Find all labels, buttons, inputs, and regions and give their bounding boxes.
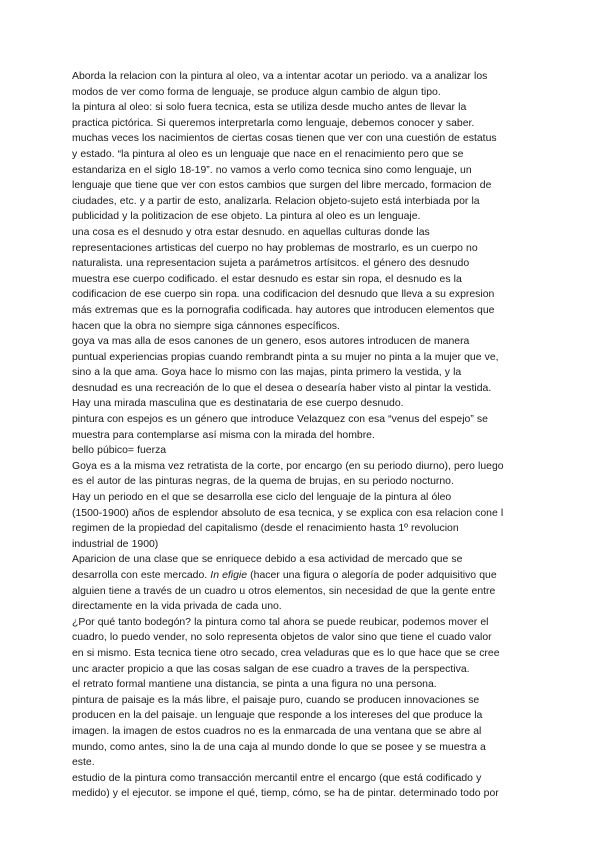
paragraph-still-life: ¿Por qué tanto bodegón? la pintura como tal ahora se puede reubicar, podemos mover el cuadro, lo puedo vender, no solo representa objetos de valor sino que tiene el cuado valor en si mismo. Esta tecnica tiene otro secado, crea veladuras que es lo que hace que se cree unc aracter propicio a que las cosas salgan de ese cuadro a traves de la perspectiva.	[72, 616, 500, 675]
paragraph-nude: una cosa es el desnudo y otra estar desnudo. en aquellas culturas donde las representaciones artisticas del cuerpo no hay problemas de mostrarlo, es un cuerpo no naturalista. una representacion sujeta a parámetros artísitcos. el género des desnudo muestra ese cuerpo codificado. el estar desnudo es estar sin ropa, el desnudo es la codificacion de ese cuerpo sin ropa. una codificacion del desnudo que lleva a su expresion más extremas que es la pornografia codificada. hay autores que introducen elementos que hacen que la obra no siempre siga cánnones específicos.	[72, 226, 495, 332]
paragraph-note: bello púbico= fuerza	[72, 445, 167, 457]
paragraph-portrait: el retrato formal mantiene una distancia, se pinta a una figura no una persona.	[72, 679, 437, 691]
paragraph-landscape: pintura de paisaje es la más libre, el paisaje puro, cuando se producen innovaciones se producen en la del paisaje. un lenguaje que responde a los intereses del que produce la imagen. la imagen de estos cuadros no es la enmarcada de una ventana que se abre al mundo, como antes, sino la de una caja al mundo donde lo que se posee y se muestra a este.	[72, 694, 486, 769]
paragraph-mirror-painting: pintura con espejos es un género que introduce Velazquez con esa “venus del espejo” se muestra para contemplarse así misma con la mirada del hombre.	[72, 414, 488, 441]
document-body	[72, 69, 532, 802]
paragraph-transaction: estudio de la pintura como transacción mercantil entre el encargo (que está codificado y medido) y el ejecutor. se impone el qué, tiemp, cómo, se ha de pintar. determinado todo por	[72, 772, 499, 800]
in-efigie-term: In efigie	[210, 570, 248, 581]
paragraph-in-efigie	[72, 552, 532, 614]
paragraph-intro: Aborda la relacion con la pintura al oleo, va a intentar acotar un periodo. va a analizar los modos de ver como forma de lenguaje, se produce algun cambio de algun tipo.	[72, 71, 488, 98]
paragraph-oil-period: Hay un periodo en el que se desarrolla ese ciclo del lenguaje de la pintura al óleo (1500-1900) años de esplendor absoluto de esa tecnica, y se explica con esa relacion cone l regimen de la propiedad del capitalismo (desde el renacimiento hasta 1º revolucion industrial de 1900)	[72, 492, 504, 550]
paragraph-oil-painting-language: la pintura al oleo: si solo fuera tecnica, esta se utiliza desde mucho antes de llevar la practica pictórica. Si queremos interpretarla como lenguaje, debemos conocer y saber. muchas veces los nacimientos de ciertas cosas tienen que ver con una cuestión de estatus y estado. “la pintura al oleo es un lenguaje que nace en el renacimiento pero que se estandariza en el siglo 18-19”. no vamos a verlo como tecnica sino como lenguaje, un lenguaje que tiene que ver con estos cambios que surgen del libre mercado, formacion de ciudades, etc. y a partir de esto, analizarla. Relacion objeto-sujeto está interbiada por la publicidad y la politizacion de ese objeto. La pintura al oleo es un lenguaje.	[72, 102, 497, 223]
paragraph-goya-periods: Goya es a la misma vez retratista de la corte, por encargo (en su periodo diurno), pero luego es el autor de las pinturas negras, de la quema de brujas, en su periodo nocturno.	[72, 460, 504, 488]
paragraph-in-efigie-start: Aparicion de una clase que se enriquece debido a esa actividad de mercado que se desarrolla con este mercado.	[72, 554, 463, 581]
paragraph-goya-rembrandt: goya va mas alla de esos canones de un genero, esos autores introducen de manera puntual experiencias propias cuando rembrandt pinta a su mujer no pinta a la mujer que ve, sino a la que ama. Goya hace lo mismo con las majas, pinta primero la vestida, y la desnudad es una recreación de lo que el desea o desearía haber visto al pintar la vestida. Hay una mirada masculina que es destinataria de ese cuerpo desnudo.	[72, 336, 499, 410]
paragraph-in-efigie-end: (hacer una figura o alegoría de poder adquisitivo que alguien tiene a través de un cuadro u otros elementos, sin necesidad de que la gente entre directamente en la vida privada de cada uno.	[72, 570, 497, 613]
